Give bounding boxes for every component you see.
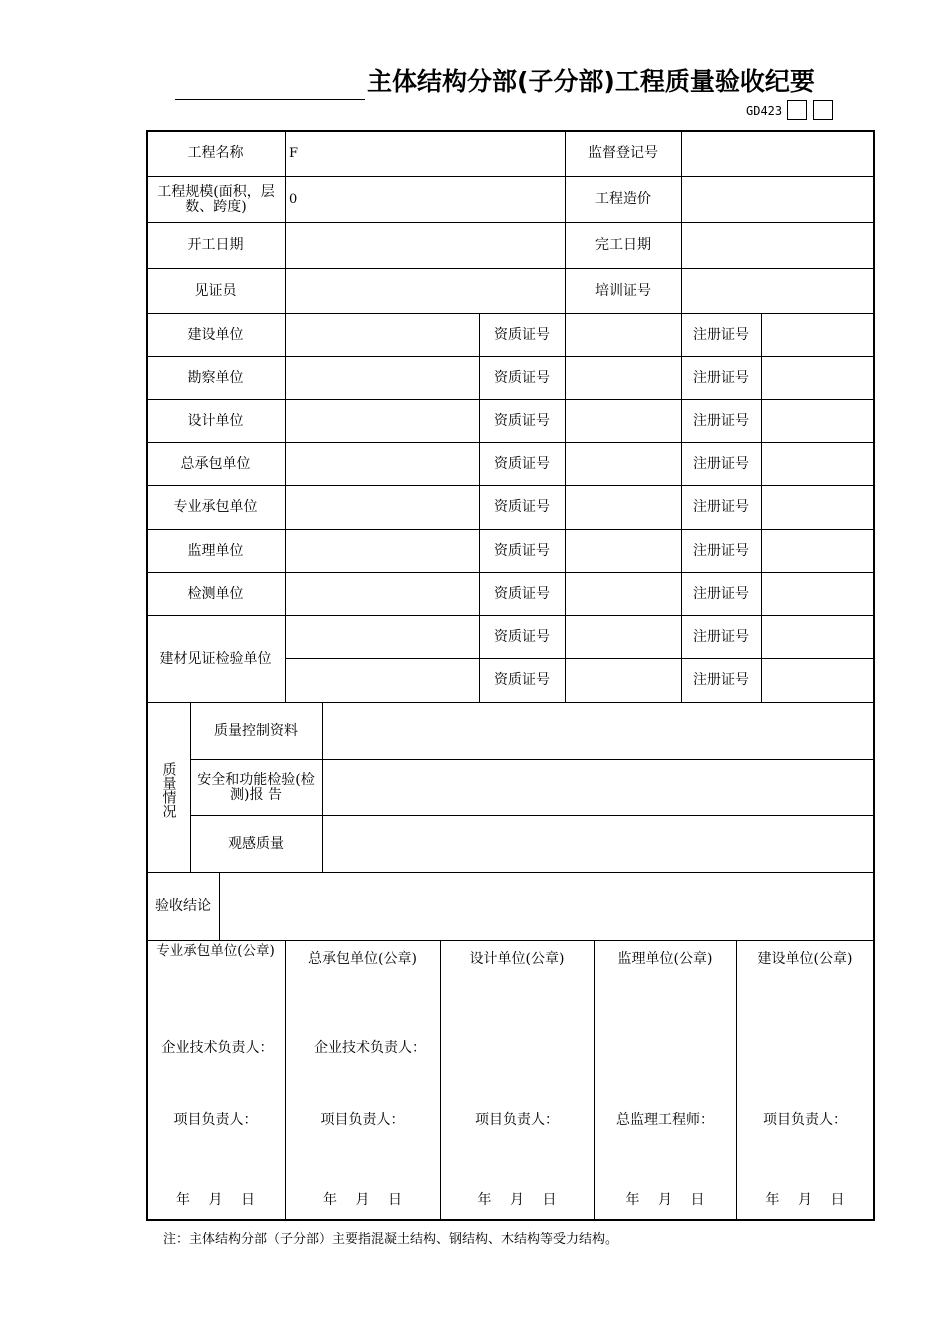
start-date-field[interactable] xyxy=(289,223,559,268)
sign-unit-construction: 建设单位(公章) xyxy=(757,950,853,967)
unit-label-construction: 建设单位 xyxy=(187,326,244,343)
code-box-1[interactable] xyxy=(787,100,807,120)
project-name-label: 工程名称 xyxy=(187,145,244,161)
reg-label: 注册证号 xyxy=(693,628,749,645)
unit-label-survey: 勘察单位 xyxy=(187,369,244,386)
reg-label: 注册证号 xyxy=(693,369,749,386)
project-name-field[interactable]: F xyxy=(289,146,299,161)
qual-label: 资质证号 xyxy=(494,326,550,343)
quality-group-text: 质量情况 xyxy=(160,762,177,818)
qual-label: 资质证号 xyxy=(494,542,550,559)
sign-date-supervision: 年 月 日 xyxy=(625,1191,705,1208)
qual-label: 资质证号 xyxy=(494,455,550,472)
col-line xyxy=(440,940,441,1221)
qual-label: 资质证号 xyxy=(494,585,550,602)
qual-label: 资质证号 xyxy=(494,412,550,429)
unit-label-general-contractor: 总承包单位 xyxy=(180,455,251,472)
sign-lead-general: 项目负责人： xyxy=(320,1111,405,1128)
cost-label: 工程造价 xyxy=(595,191,651,207)
col-line xyxy=(322,702,323,872)
col-line xyxy=(736,940,737,1221)
sign-lead-supervision: 总监理工程师： xyxy=(616,1111,714,1128)
title-blank-line xyxy=(175,99,365,100)
qual-label: 资质证号 xyxy=(494,628,550,645)
sign-unit-supervision: 监理单位(公章) xyxy=(617,950,713,967)
training-cert-field[interactable] xyxy=(685,269,871,313)
qual-label: 资质证号 xyxy=(494,499,550,515)
unit-label-testing: 检测单位 xyxy=(187,585,244,602)
finish-date-label: 完工日期 xyxy=(595,237,651,253)
unit-label-specialty-contractor: 专业承包单位 xyxy=(173,499,258,515)
conclusion-label: 验收结论 xyxy=(155,898,211,914)
sign-date-construction: 年 月 日 xyxy=(765,1191,845,1208)
witness-field[interactable] xyxy=(289,269,559,313)
qual-label: 资质证号 xyxy=(494,369,550,386)
training-cert-label: 培训证号 xyxy=(595,282,651,299)
col-line xyxy=(594,940,595,1221)
form-code: GD423 xyxy=(746,104,783,118)
unit-label-supervision: 监理单位 xyxy=(187,542,244,559)
col-line xyxy=(761,313,762,702)
col-line xyxy=(285,940,286,1221)
supervision-reg-label: 监督登记号 xyxy=(588,145,658,161)
col-line xyxy=(219,872,220,940)
scale-label: 工程规模(面积，层数、跨度) xyxy=(157,183,275,215)
row-line xyxy=(322,759,875,760)
sign-tech-general: 企业技术负责人： xyxy=(314,1039,426,1056)
supervision-reg-field[interactable] xyxy=(685,131,871,176)
page-title: 主体结构分部(子分部)工程质量验收纪要 xyxy=(367,67,815,96)
reg-label: 注册证号 xyxy=(693,672,749,688)
col-line xyxy=(681,130,682,313)
sign-date-specialty: 年 月 日 xyxy=(176,1191,255,1208)
reg-label: 注册证号 xyxy=(693,455,749,472)
sign-unit-specialty: 专业承包单位(公章) xyxy=(156,943,275,959)
col-line xyxy=(565,313,566,702)
sign-lead-construction: 项目负责人： xyxy=(763,1111,847,1128)
safety-function-test-label: 安全和功能检验(检测)报 告 xyxy=(197,771,315,803)
reg-label: 注册证号 xyxy=(693,326,749,343)
unit-label-material-lab: 建材见证检验单位 xyxy=(159,650,272,667)
sign-tech-specialty: 企业技术负责人： xyxy=(161,1039,274,1056)
code-box-2[interactable] xyxy=(813,100,833,120)
reg-label: 注册证号 xyxy=(693,499,749,515)
quality-group-label xyxy=(156,740,180,840)
sign-lead-design: 项目负责人： xyxy=(475,1111,559,1128)
witness-label: 见证员 xyxy=(194,282,237,299)
row-line xyxy=(146,872,875,873)
quality-control-docs-label: 质量控制资料 xyxy=(214,722,298,739)
row-line xyxy=(285,658,875,659)
reg-label: 注册证号 xyxy=(693,585,749,602)
sign-lead-specialty: 项目负责人： xyxy=(173,1111,258,1128)
qual-label: 资质证号 xyxy=(494,672,550,688)
appearance-quality-label: 观感质量 xyxy=(228,835,284,852)
footnote: 注：主体结构分部（子分部）主要指混凝土结构、钢结构、木结构等受力结构。 xyxy=(163,1232,619,1247)
reg-label: 注册证号 xyxy=(693,412,749,429)
sign-unit-general: 总承包单位(公章) xyxy=(308,950,417,967)
sign-unit-design: 设计单位(公章) xyxy=(469,950,565,967)
col-line xyxy=(285,130,286,702)
scale-field[interactable]: 0 xyxy=(289,192,298,207)
finish-date-field[interactable] xyxy=(685,223,871,268)
sign-date-general: 年 月 日 xyxy=(323,1191,402,1208)
sign-date-design: 年 月 日 xyxy=(477,1191,557,1208)
reg-label: 注册证号 xyxy=(693,542,749,559)
cost-field[interactable] xyxy=(685,177,871,222)
start-date-label: 开工日期 xyxy=(187,237,244,253)
unit-label-design: 设计单位 xyxy=(187,412,244,429)
